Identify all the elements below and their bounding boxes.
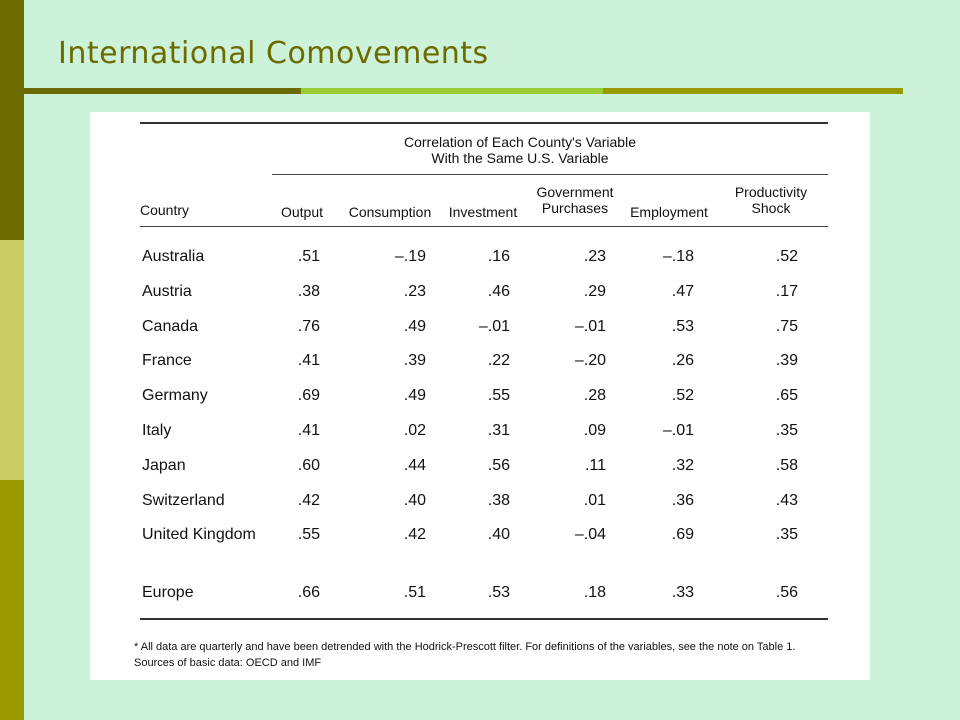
header-rule: [140, 226, 828, 227]
cell-government: –.20: [574, 352, 606, 370]
cell-consumption: .49: [403, 317, 426, 335]
table-row-europe: [140, 584, 828, 608]
sidebar-segment-light: [0, 240, 24, 480]
header-output: Output: [280, 204, 324, 220]
cell-employment: .33: [671, 584, 694, 601]
cell-employment: –.18: [662, 248, 694, 265]
cell-output: .38: [297, 282, 320, 300]
cell-productivity: .65: [775, 387, 798, 405]
footnote-sources: Sources of basic data: OECD and IMF: [134, 657, 322, 669]
cell-employment: –.01: [662, 422, 694, 439]
header-country: Country: [140, 202, 190, 218]
caption-line-1: Correlation of Each County's Variable: [404, 134, 636, 150]
cell-consumption: –.19: [394, 248, 426, 265]
cell-output: .41: [297, 422, 320, 439]
cell-investment: .55: [487, 387, 510, 405]
cell-investment: .40: [487, 526, 510, 544]
cell-consumption: .44: [403, 456, 426, 474]
cell-employment: .69: [671, 526, 694, 544]
cell-consumption: .39: [403, 352, 426, 370]
sidebar-stripe: [0, 0, 24, 720]
cell-output: .55: [297, 526, 320, 544]
table-row: [140, 422, 828, 446]
header-investment: Investment: [448, 204, 518, 220]
cell-employment: .26: [671, 352, 694, 370]
table-row: [140, 352, 828, 376]
title-rule-mid: [603, 88, 903, 94]
title-rule-light: [301, 88, 603, 94]
table-row: [140, 248, 828, 272]
table-row: [140, 492, 828, 516]
cell-investment: .56: [487, 456, 510, 474]
cell-productivity: .75: [775, 317, 798, 335]
title-rule-dark: [24, 88, 301, 94]
cell-productivity: .39: [775, 352, 798, 370]
cell-productivity: .35: [775, 422, 798, 439]
table-image-panel: [90, 112, 870, 680]
cell-output: .41: [297, 352, 320, 370]
table-row: [140, 526, 828, 550]
cell-consumption: .40: [403, 491, 426, 509]
cell-productivity: .58: [775, 456, 798, 474]
cell-consumption: .42: [403, 526, 426, 544]
header-productivity-line-1: Productivity: [734, 184, 808, 200]
cell-productivity: .35: [775, 526, 798, 544]
cell-country: Austria: [142, 282, 192, 300]
header-productivity-line-2: Shock: [751, 200, 791, 216]
cell-country: France: [142, 352, 192, 370]
table-row: [140, 387, 828, 411]
cell-output: .66: [297, 584, 320, 601]
table-caption: [390, 134, 650, 166]
cell-country: Italy: [142, 422, 172, 439]
cell-government: .01: [583, 491, 606, 509]
cell-output: .42: [297, 491, 320, 509]
cell-consumption: .51: [403, 584, 426, 601]
header-productivity: [726, 184, 816, 216]
cell-employment: .32: [671, 456, 694, 474]
header-government: [530, 184, 620, 216]
cell-output: .69: [297, 387, 320, 405]
cell-employment: .36: [671, 491, 694, 509]
cell-country: Germany: [142, 387, 208, 405]
cell-consumption: .49: [403, 387, 426, 405]
sidebar-segment-mid: [0, 480, 24, 720]
cell-employment: .53: [671, 317, 694, 335]
cell-productivity: .52: [775, 248, 798, 265]
cell-consumption: .02: [403, 422, 426, 439]
cell-employment: .47: [671, 282, 694, 300]
caption-line-2: With the Same U.S. Variable: [431, 150, 609, 166]
table-top-rule: [140, 122, 828, 124]
cell-output: .51: [297, 248, 320, 265]
footnote-definitions: * All data are quarterly and have been detrended with the Hodrick-Prescott filter. For definitions of the variables, see the note on Table 1.: [134, 641, 796, 653]
cell-investment: .22: [487, 352, 510, 370]
cell-employment: .52: [671, 387, 694, 405]
header-employment: Employment: [630, 204, 708, 220]
header-government-line-2: Purchases: [541, 200, 609, 216]
cell-country: Switzerland: [142, 491, 225, 509]
cell-government: .28: [583, 387, 606, 405]
cell-consumption: .23: [403, 282, 426, 300]
cell-government: –.04: [574, 526, 606, 544]
cell-investment: .16: [487, 248, 510, 265]
table-row: [140, 457, 828, 481]
cell-country: United Kingdom: [142, 526, 256, 544]
cell-government: .29: [583, 282, 606, 300]
table-row: [140, 283, 828, 307]
table-row: [140, 318, 828, 342]
cell-investment: .31: [487, 422, 510, 439]
cell-country: Australia: [142, 248, 205, 265]
cell-productivity: .43: [775, 491, 798, 509]
cell-productivity: .56: [775, 584, 798, 601]
cell-investment: .46: [487, 282, 510, 300]
cell-government: .11: [584, 456, 606, 474]
cell-government: .18: [583, 584, 606, 601]
header-government-line-1: Government: [536, 184, 614, 200]
cell-productivity: .17: [775, 282, 798, 300]
slide-title: International Comovements: [58, 36, 489, 71]
cell-investment: .53: [487, 584, 510, 601]
cell-output: .76: [297, 317, 320, 335]
cell-country: Canada: [142, 317, 199, 335]
sidebar-segment-dark: [0, 0, 24, 240]
cell-investment: .38: [487, 491, 510, 509]
cell-investment: –.01: [478, 317, 510, 335]
cell-output: .60: [297, 456, 320, 474]
cell-government: .09: [583, 422, 606, 439]
caption-rule: [272, 174, 828, 175]
cell-country: Japan: [142, 456, 186, 474]
cell-country: Europe: [142, 584, 194, 601]
cell-government: –.01: [574, 317, 606, 335]
header-consumption: Consumption: [348, 204, 432, 220]
cell-government: .23: [583, 248, 606, 265]
table-bottom-rule: [140, 618, 828, 620]
